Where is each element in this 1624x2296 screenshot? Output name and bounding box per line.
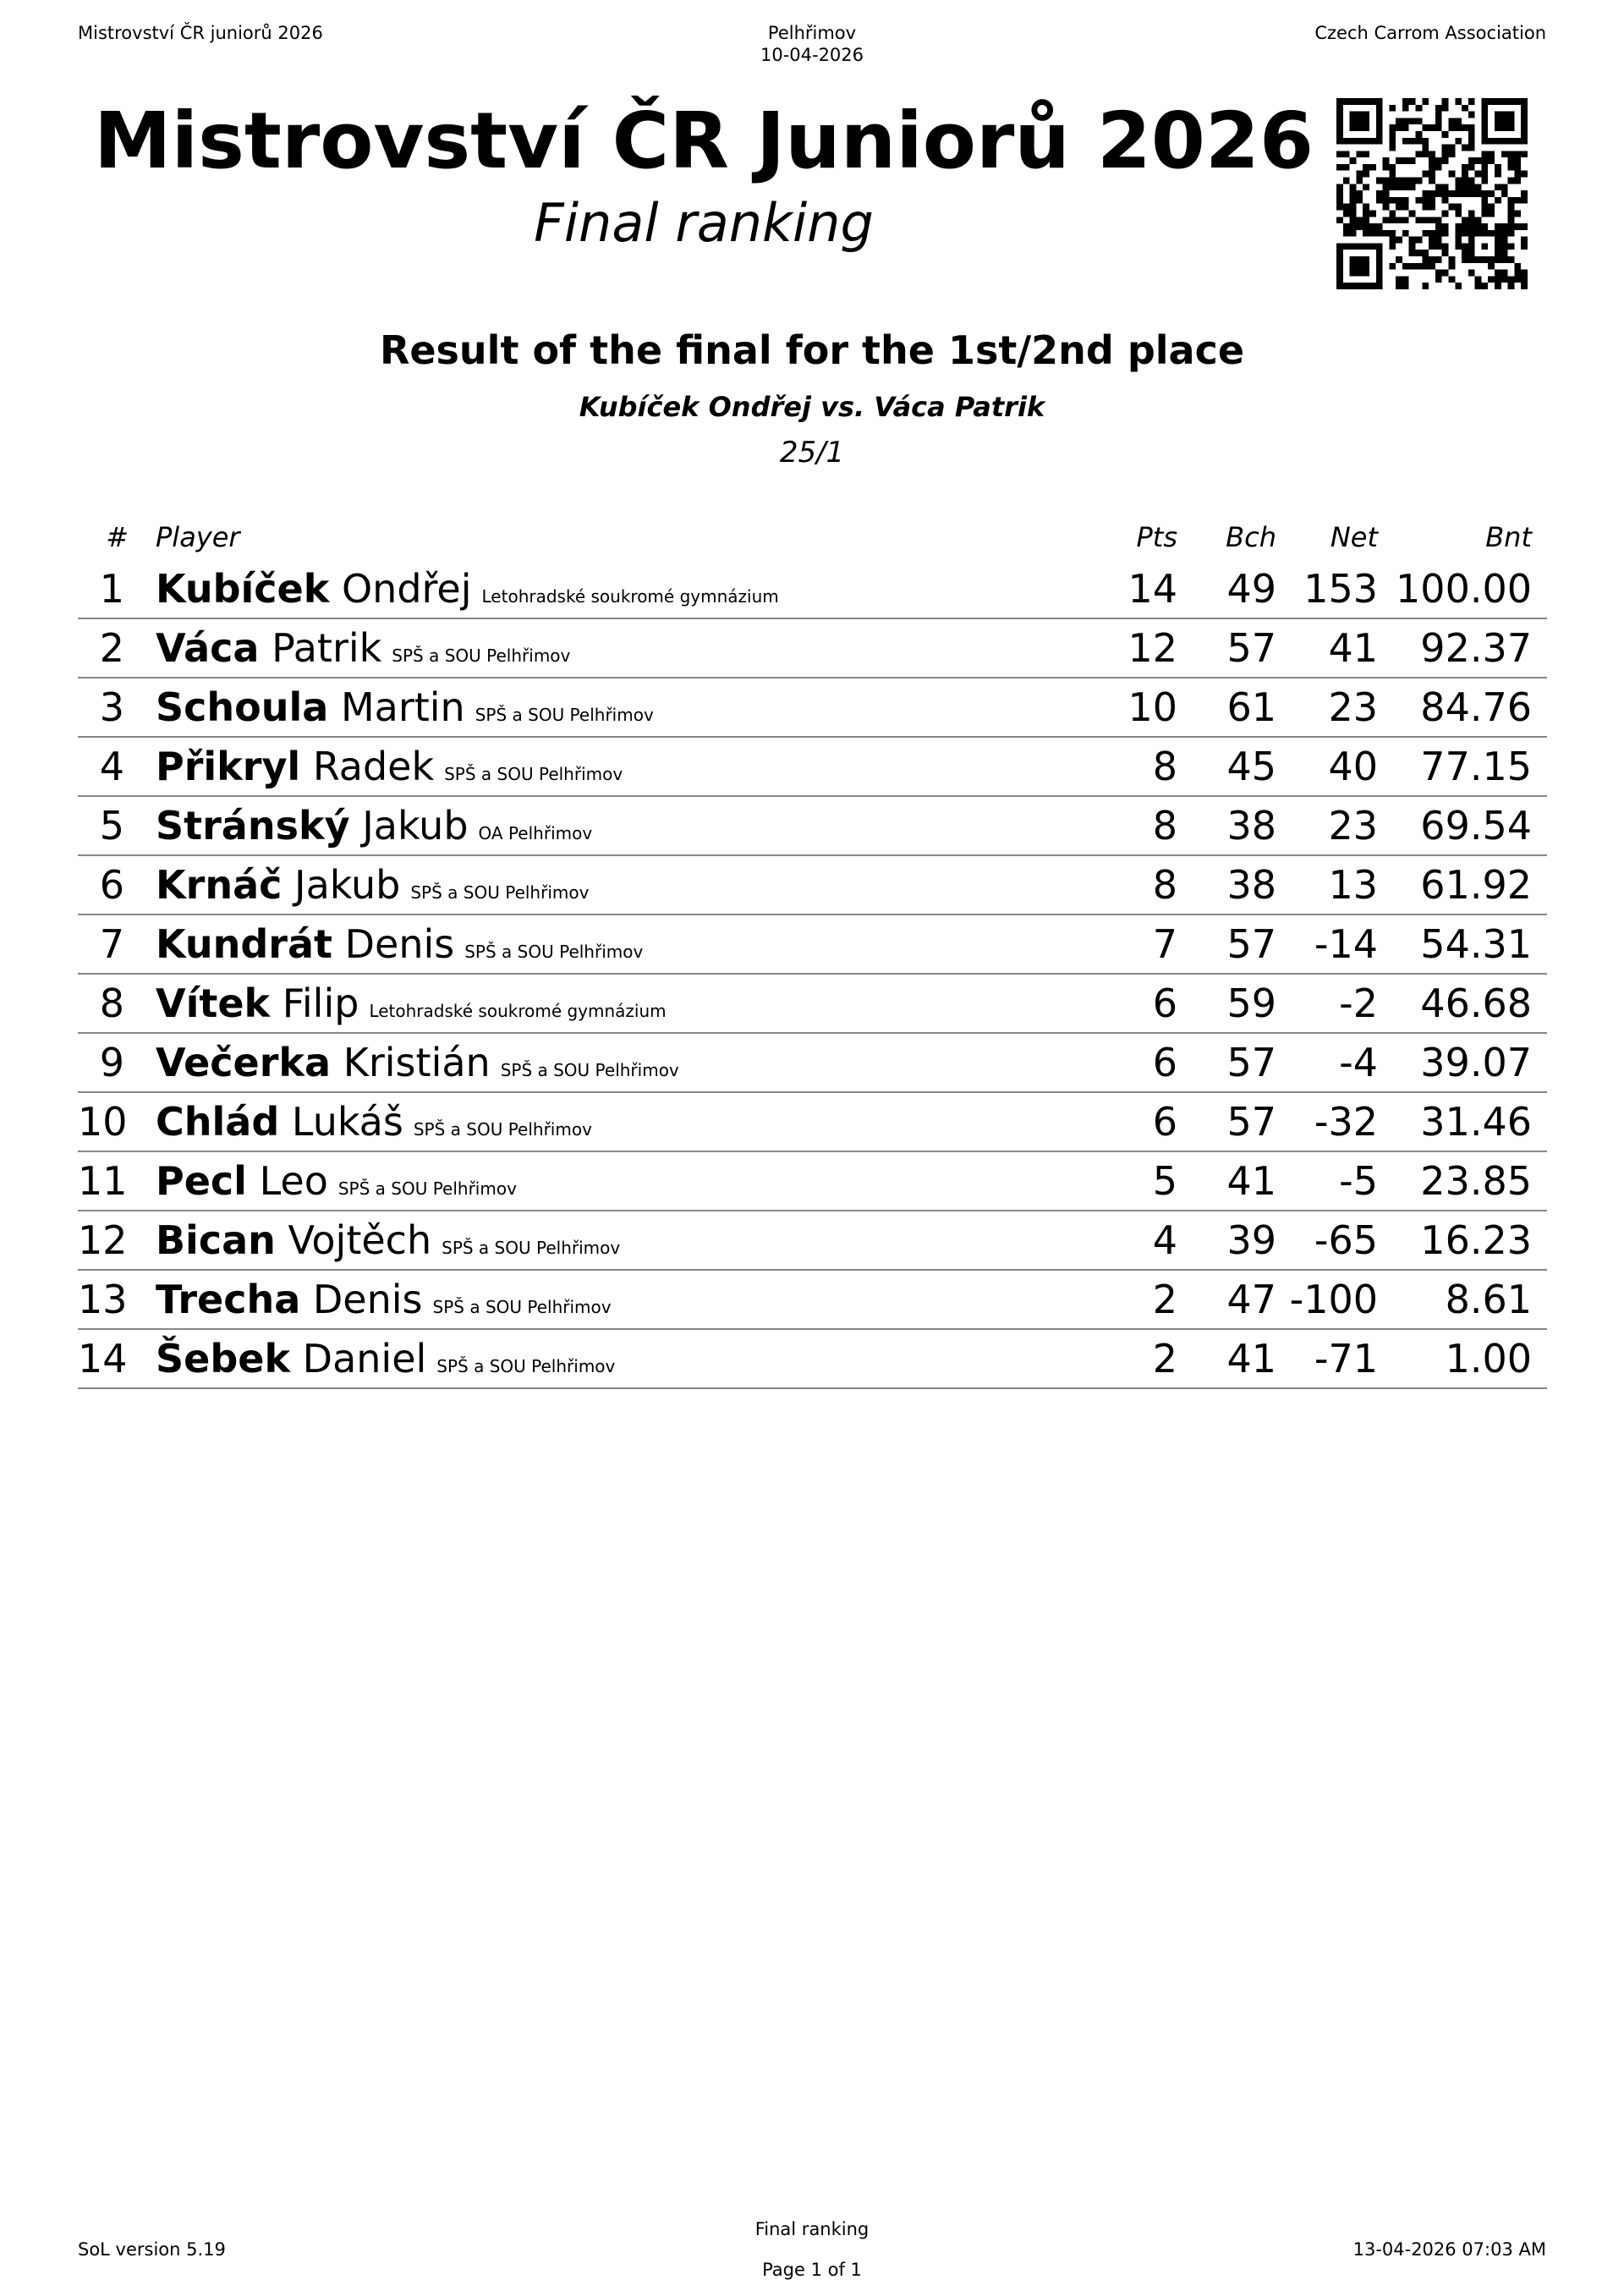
player-cell bbox=[156, 797, 592, 862]
rank-cell: 8 bbox=[99, 980, 124, 1026]
player-cell bbox=[156, 1271, 612, 1336]
table-row bbox=[78, 856, 1547, 915]
net-cell: -100 bbox=[1289, 1277, 1378, 1322]
player-club: Letohradské soukromé gymnázium bbox=[369, 1001, 667, 1021]
pts-cell: 7 bbox=[1152, 921, 1177, 967]
net-cell: 13 bbox=[1328, 862, 1378, 908]
player-firstname: Jakub bbox=[294, 862, 401, 908]
player-club: SPŠ a SOU Pelhřimov bbox=[500, 1060, 679, 1080]
rank-cell: 5 bbox=[99, 803, 124, 849]
footer-version: SoL version 5.19 bbox=[78, 2239, 226, 2260]
player-surname: Přikryl bbox=[156, 744, 301, 789]
net-cell: -5 bbox=[1339, 1158, 1378, 1204]
bch-cell: 59 bbox=[1226, 980, 1276, 1026]
bnt-cell: 54.31 bbox=[1420, 921, 1532, 967]
footer-doc-name: Final ranking bbox=[754, 2219, 870, 2239]
pts-cell: 5 bbox=[1152, 1158, 1177, 1204]
player-cell bbox=[156, 560, 779, 625]
net-cell: 40 bbox=[1328, 744, 1378, 789]
player-surname: Bican bbox=[156, 1217, 276, 1263]
player-club: SPŠ a SOU Pelhřimov bbox=[442, 1238, 621, 1258]
net-cell: 153 bbox=[1303, 566, 1378, 612]
bnt-cell: 100.00 bbox=[1396, 566, 1532, 612]
col-header-pts: Pts bbox=[1136, 521, 1177, 553]
table-row bbox=[78, 1211, 1547, 1271]
table-row bbox=[78, 1271, 1547, 1330]
player-club: Letohradské soukromé gymnázium bbox=[481, 586, 779, 607]
player-surname: Chlád bbox=[156, 1099, 280, 1145]
pts-cell: 2 bbox=[1152, 1277, 1177, 1322]
player-club: SPŠ a SOU Pelhřimov bbox=[436, 1356, 616, 1376]
pts-cell: 8 bbox=[1152, 803, 1177, 849]
player-firstname: Martin bbox=[340, 684, 465, 730]
bch-cell: 38 bbox=[1226, 803, 1276, 849]
bch-cell: 47 bbox=[1226, 1277, 1276, 1322]
net-cell: -32 bbox=[1314, 1099, 1378, 1145]
player-firstname: Lukáš bbox=[291, 1099, 403, 1145]
footer-timestamp: 13-04-2026 07:03 AM bbox=[1352, 2239, 1546, 2260]
player-firstname: Denis bbox=[312, 1277, 423, 1322]
pts-cell: 14 bbox=[1127, 566, 1177, 612]
table-row bbox=[78, 1330, 1547, 1389]
player-surname: Večerka bbox=[156, 1040, 332, 1085]
table-row bbox=[78, 1152, 1547, 1211]
rank-cell: 3 bbox=[99, 684, 124, 730]
player-club: SPŠ a SOU Pelhřimov bbox=[464, 942, 644, 962]
pts-cell: 8 bbox=[1152, 862, 1177, 908]
player-firstname: Leo bbox=[259, 1158, 328, 1204]
page-title: Mistrovství ČR Juniorů 2026 bbox=[94, 96, 1314, 186]
rank-cell: 1 bbox=[99, 566, 124, 612]
table-body bbox=[78, 560, 1547, 1389]
player-club: SPŠ a SOU Pelhřimov bbox=[413, 1119, 592, 1140]
player-cell bbox=[156, 1330, 615, 1395]
table-row bbox=[78, 915, 1547, 975]
player-firstname: Filip bbox=[282, 980, 359, 1026]
table-row bbox=[78, 738, 1547, 797]
pts-cell: 2 bbox=[1152, 1336, 1177, 1381]
header-location: Pelhřimov bbox=[767, 23, 857, 43]
bch-cell: 39 bbox=[1226, 1217, 1276, 1263]
footer-page-number: Page 1 of 1 bbox=[762, 2260, 862, 2280]
col-header-rank: # bbox=[106, 521, 129, 553]
player-surname: Krnáč bbox=[156, 862, 283, 908]
player-cell bbox=[156, 619, 570, 684]
table-row bbox=[78, 560, 1547, 619]
player-cell bbox=[156, 856, 589, 921]
bch-cell: 38 bbox=[1226, 862, 1276, 908]
player-surname: Pecl bbox=[156, 1158, 247, 1204]
player-club: SPŠ a SOU Pelhřimov bbox=[337, 1178, 517, 1199]
player-club: SPŠ a SOU Pelhřimov bbox=[410, 882, 590, 903]
bnt-cell: 77.15 bbox=[1420, 744, 1532, 789]
bnt-cell: 1.00 bbox=[1445, 1336, 1532, 1381]
header-organizer: Czech Carrom Association bbox=[1314, 23, 1546, 43]
player-club: SPŠ a SOU Pelhřimov bbox=[432, 1297, 612, 1317]
col-header-player: Player bbox=[156, 521, 240, 553]
player-firstname: Jakub bbox=[362, 803, 469, 849]
table-row bbox=[78, 678, 1547, 738]
pts-cell: 10 bbox=[1127, 684, 1177, 730]
col-header-bnt: Bnt bbox=[1485, 521, 1532, 553]
net-cell: -4 bbox=[1339, 1040, 1378, 1085]
player-cell bbox=[156, 975, 667, 1040]
player-surname: Schoula bbox=[156, 684, 329, 730]
player-cell bbox=[156, 1034, 679, 1099]
bch-cell: 45 bbox=[1226, 744, 1276, 789]
bnt-cell: 46.68 bbox=[1420, 980, 1532, 1026]
player-firstname: Vojtěch bbox=[288, 1217, 432, 1263]
pts-cell: 4 bbox=[1152, 1217, 1177, 1263]
rank-cell: 9 bbox=[99, 1040, 124, 1085]
player-surname: Šebek bbox=[156, 1336, 291, 1381]
pts-cell: 12 bbox=[1127, 625, 1177, 671]
rank-cell: 6 bbox=[99, 862, 124, 908]
net-cell: -14 bbox=[1314, 921, 1378, 967]
player-surname: Trecha bbox=[156, 1277, 301, 1322]
rank-cell: 4 bbox=[99, 744, 124, 789]
bch-cell: 49 bbox=[1226, 566, 1276, 612]
table-row bbox=[78, 619, 1547, 678]
player-firstname: Kristián bbox=[343, 1040, 491, 1085]
bch-cell: 61 bbox=[1226, 684, 1276, 730]
net-cell: -71 bbox=[1314, 1336, 1378, 1381]
pts-cell: 6 bbox=[1152, 1040, 1177, 1085]
final-result-score: 25/1 bbox=[779, 436, 845, 470]
player-club: SPŠ a SOU Pelhřimov bbox=[444, 764, 623, 784]
table-row bbox=[78, 1034, 1547, 1093]
player-surname: Vítek bbox=[156, 980, 271, 1026]
bnt-cell: 8.61 bbox=[1445, 1277, 1532, 1322]
bnt-cell: 92.37 bbox=[1420, 625, 1532, 671]
table-row bbox=[78, 1093, 1547, 1152]
player-club: OA Pelhřimov bbox=[478, 823, 593, 843]
player-cell bbox=[156, 738, 623, 803]
final-result-players: Kubíček Ondřej vs. Váca Patrik bbox=[579, 391, 1045, 423]
final-result-title: Result of the final for the 1st/2nd place bbox=[379, 327, 1245, 373]
table-row bbox=[78, 797, 1547, 856]
bnt-cell: 16.23 bbox=[1420, 1217, 1532, 1263]
bnt-cell: 84.76 bbox=[1420, 684, 1532, 730]
ranking-table bbox=[78, 516, 1547, 1389]
player-cell bbox=[156, 1093, 592, 1158]
player-firstname: Denis bbox=[344, 921, 455, 967]
bch-cell: 57 bbox=[1226, 1099, 1276, 1145]
rank-cell: 7 bbox=[99, 921, 124, 967]
bnt-cell: 39.07 bbox=[1420, 1040, 1532, 1085]
bnt-cell: 31.46 bbox=[1420, 1099, 1532, 1145]
rank-cell: 10 bbox=[78, 1099, 128, 1145]
net-cell: -65 bbox=[1314, 1217, 1378, 1263]
bch-cell: 57 bbox=[1226, 625, 1276, 671]
col-header-bch: Bch bbox=[1226, 521, 1276, 553]
rank-cell: 12 bbox=[78, 1217, 128, 1263]
player-surname: Kubíček bbox=[156, 566, 330, 612]
bnt-cell: 61.92 bbox=[1420, 862, 1532, 908]
bch-cell: 41 bbox=[1226, 1158, 1276, 1204]
bnt-cell: 69.54 bbox=[1420, 803, 1532, 849]
player-firstname: Daniel bbox=[302, 1336, 427, 1381]
player-cell bbox=[156, 678, 654, 744]
player-firstname: Patrik bbox=[272, 625, 382, 671]
qr-code-icon bbox=[1336, 98, 1528, 289]
pts-cell: 6 bbox=[1152, 1099, 1177, 1145]
rank-cell: 14 bbox=[78, 1336, 128, 1381]
header-location-date bbox=[643, 22, 981, 66]
table-header bbox=[78, 516, 1547, 560]
header-event-name: Mistrovství ČR juniorů 2026 bbox=[78, 23, 323, 43]
player-surname: Stránský bbox=[156, 803, 350, 849]
pts-cell: 8 bbox=[1152, 744, 1177, 789]
table-row bbox=[78, 975, 1547, 1034]
bch-cell: 41 bbox=[1226, 1336, 1276, 1381]
pts-cell: 6 bbox=[1152, 980, 1177, 1026]
player-surname: Kundrát bbox=[156, 921, 332, 967]
player-surname: Váca bbox=[156, 625, 260, 671]
player-firstname: Ondřej bbox=[341, 566, 472, 612]
net-cell: 23 bbox=[1328, 684, 1378, 730]
rank-cell: 11 bbox=[78, 1158, 128, 1204]
player-club: SPŠ a SOU Pelhřimov bbox=[392, 645, 571, 666]
player-cell bbox=[156, 1211, 620, 1277]
net-cell: 23 bbox=[1328, 803, 1378, 849]
player-club: SPŠ a SOU Pelhřimov bbox=[475, 705, 654, 725]
player-firstname: Radek bbox=[312, 744, 435, 789]
bnt-cell: 23.85 bbox=[1420, 1158, 1532, 1204]
bch-cell: 57 bbox=[1226, 921, 1276, 967]
header-date: 10-04-2026 bbox=[760, 45, 864, 65]
rank-cell: 2 bbox=[99, 625, 124, 671]
player-cell bbox=[156, 1152, 517, 1217]
net-cell: -2 bbox=[1339, 980, 1378, 1026]
col-header-net: Net bbox=[1330, 521, 1378, 553]
player-cell bbox=[156, 915, 643, 980]
page-subtitle: Final ranking bbox=[534, 192, 874, 254]
rank-cell: 13 bbox=[78, 1277, 128, 1322]
footer-page-info bbox=[643, 2218, 981, 2281]
bch-cell: 57 bbox=[1226, 1040, 1276, 1085]
net-cell: 41 bbox=[1328, 625, 1378, 671]
